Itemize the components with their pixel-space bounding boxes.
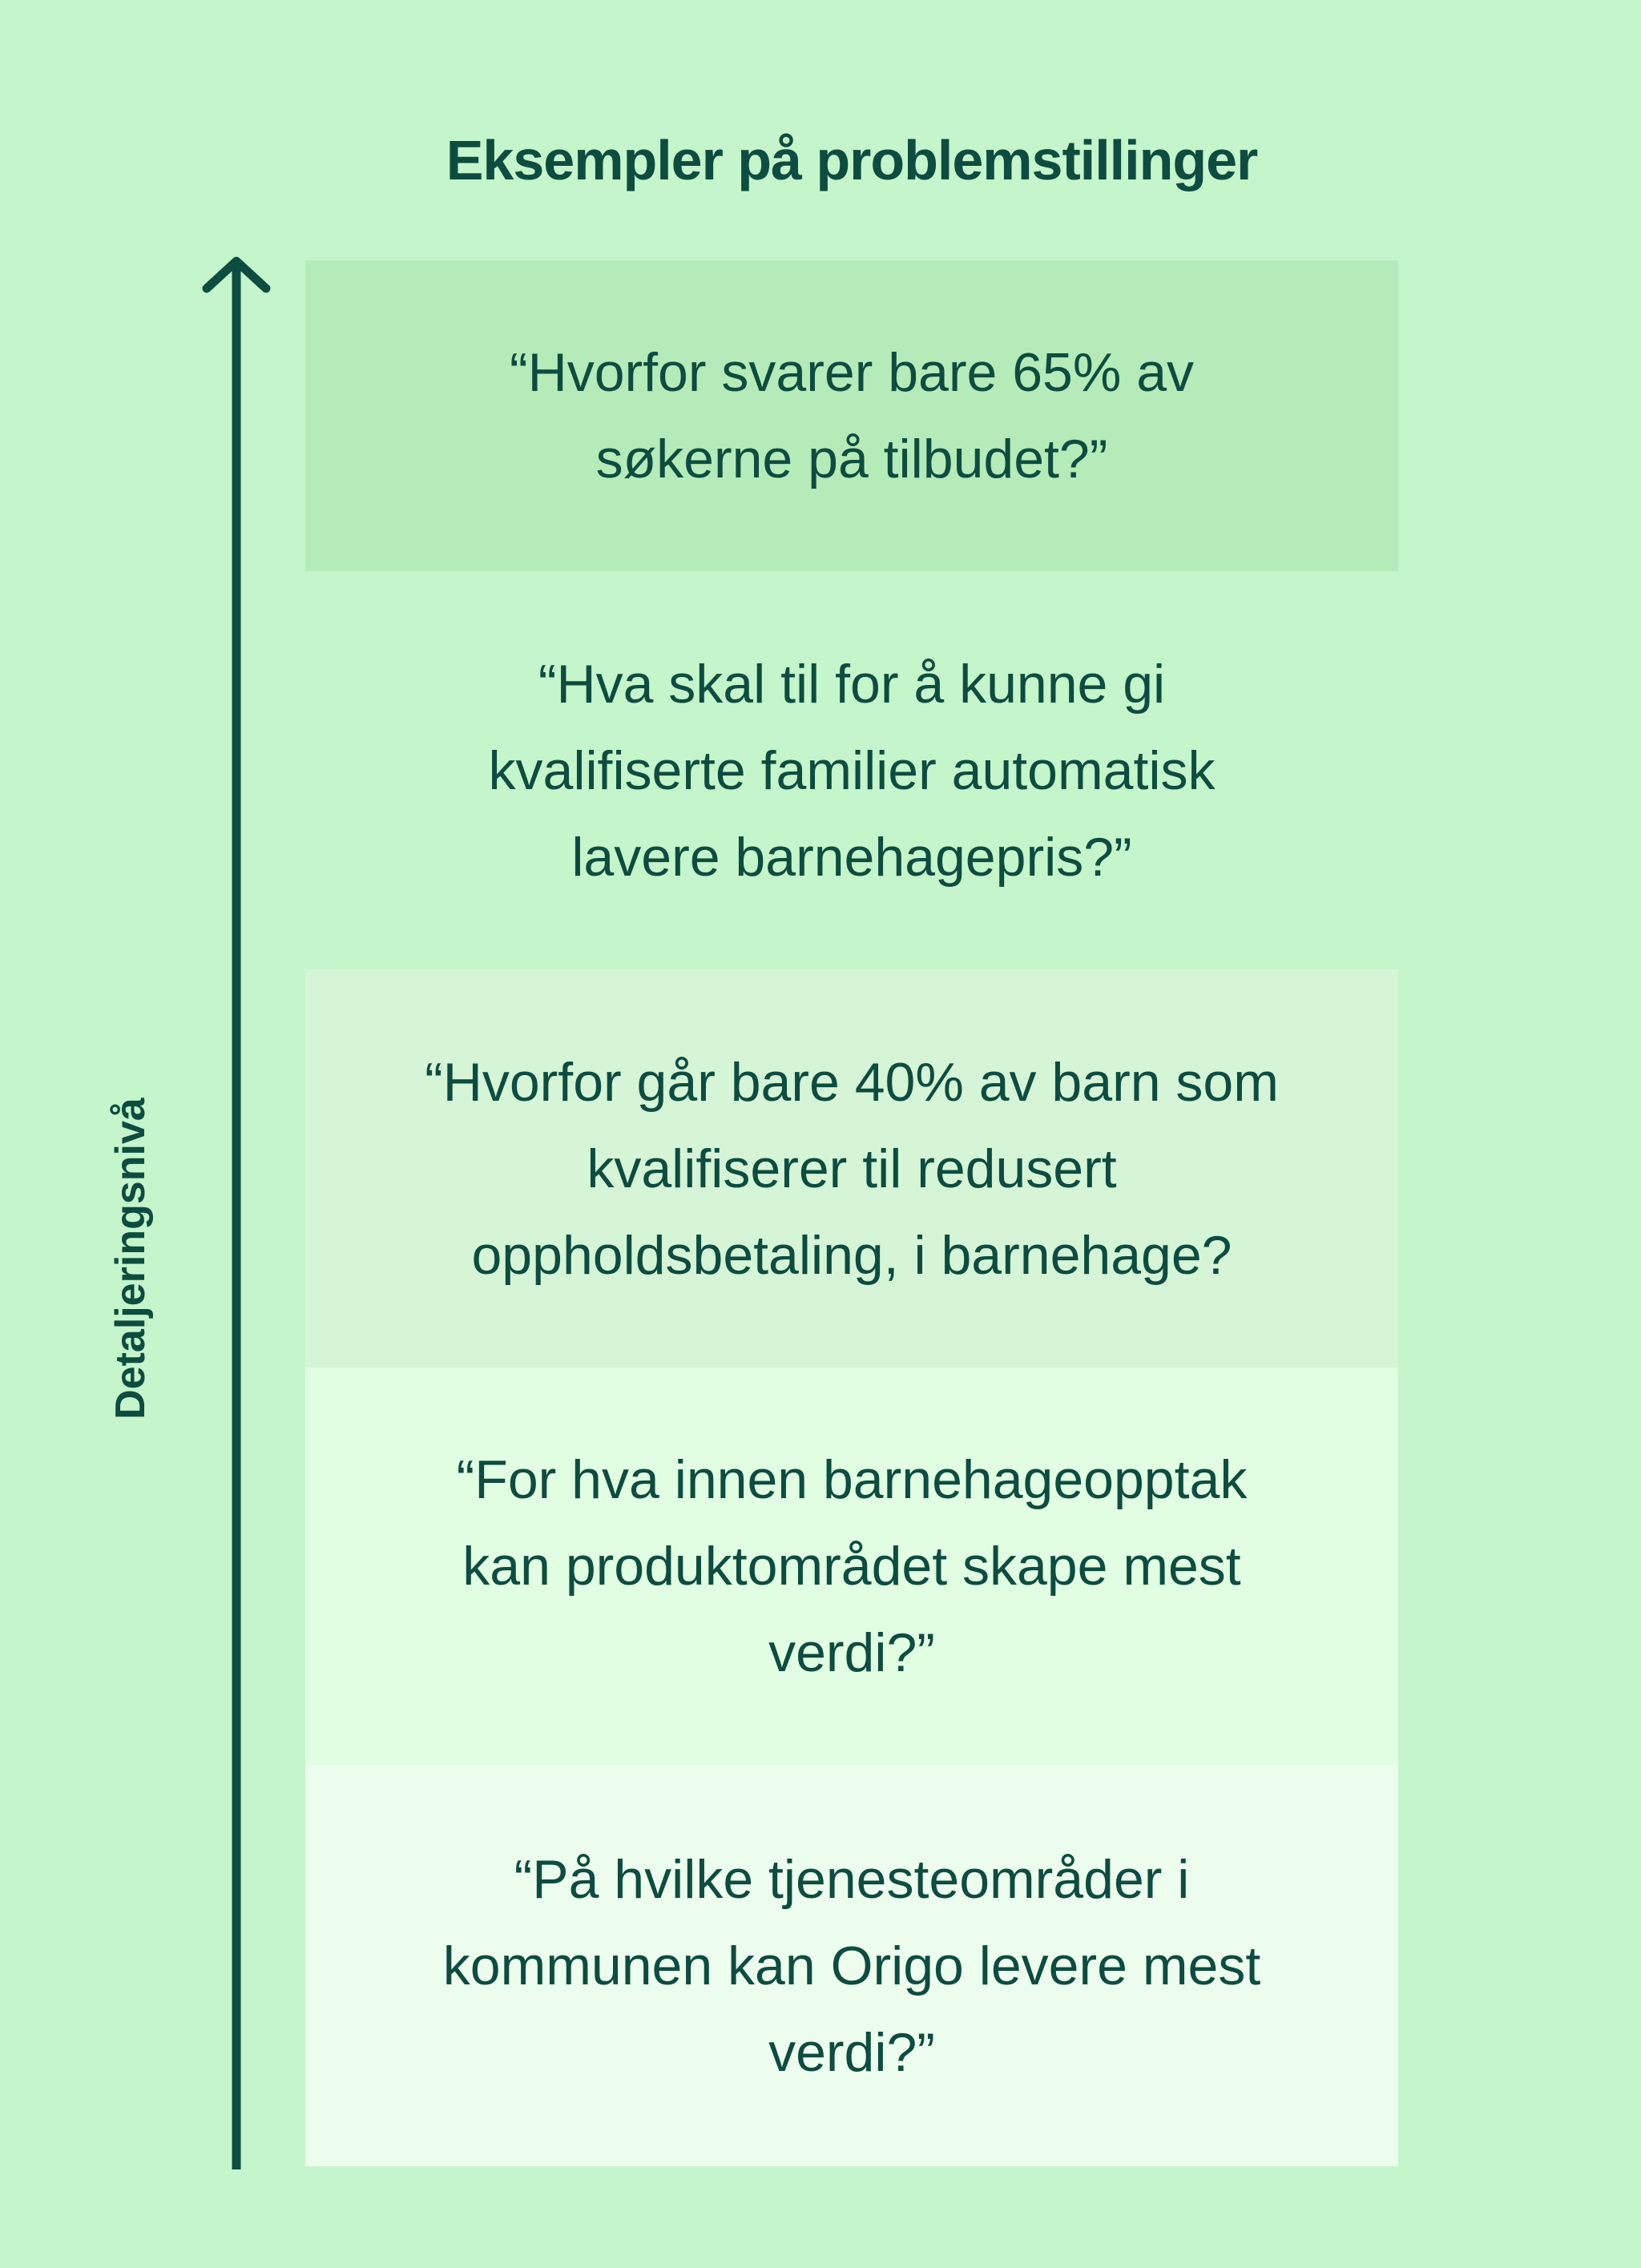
arrow-up-icon <box>200 255 272 2169</box>
level-5-box <box>305 1765 1398 2166</box>
level-1-box <box>305 260 1398 571</box>
level-text: “Hvorfor svarer bare 65% av søkerne på tilbudet?” <box>509 342 1195 489</box>
level-3-box <box>305 969 1398 1368</box>
level-text: “Hvorfor går bare 40% av barn som kvalifiserer til redusert oppholdsbetaling, i barnehage? <box>425 1051 1279 1286</box>
level-text: “For hva innen barnehageopptak kan produktområdet skape mest verdi?” <box>456 1449 1248 1683</box>
level-4-box <box>305 1368 1398 1765</box>
level-text: “På hvilke tjenesteområder i kommunen kan Origo levere mest verdi?” <box>442 1848 1261 2083</box>
level-2-box <box>305 571 1398 969</box>
level-text: “Hva skal til for å kunne gi kvalifiserte familier automatisk lavere barnehagepris?” <box>488 653 1216 888</box>
diagram-title: Eksempler på problemstillinger <box>446 129 1258 191</box>
axis-label: Detaljeringsnivå <box>107 1098 154 1420</box>
